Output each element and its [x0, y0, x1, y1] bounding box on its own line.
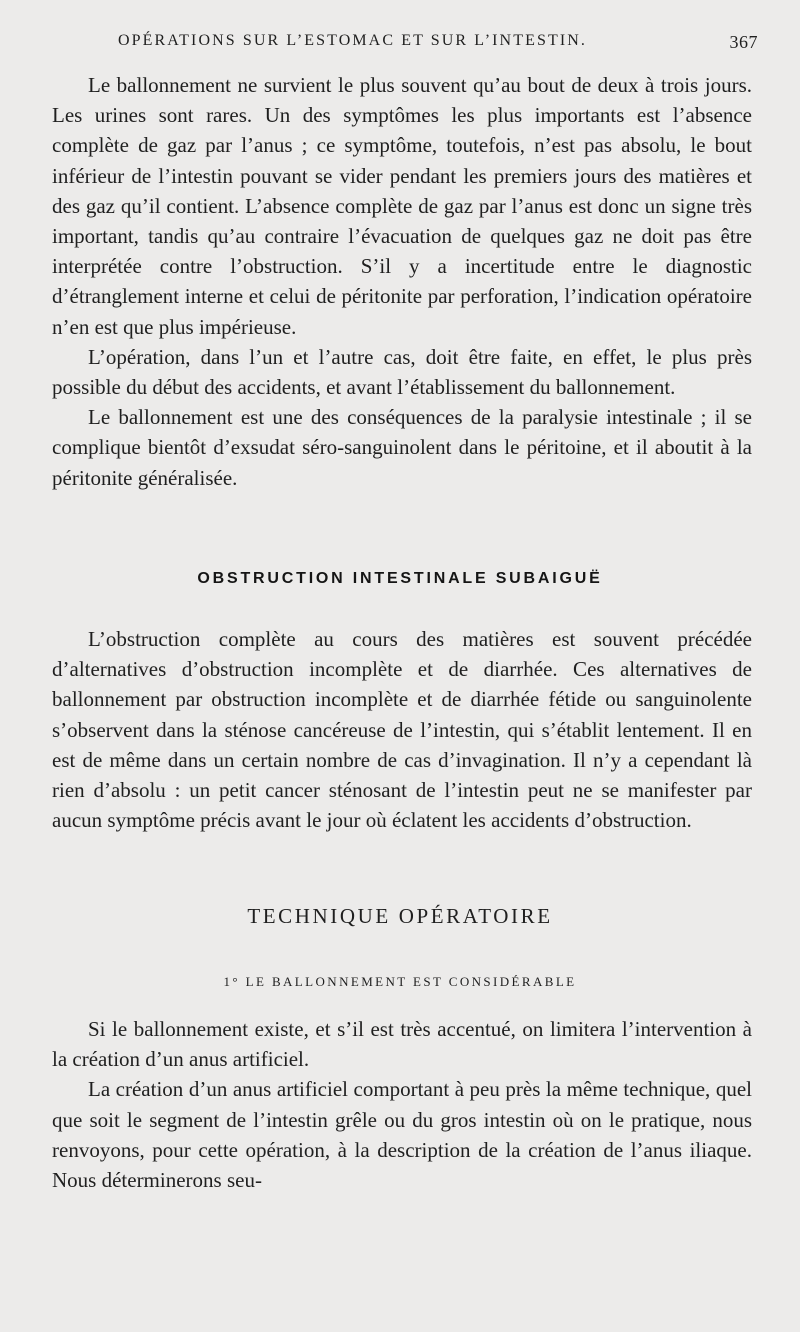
running-title: OPÉRATIONS SUR L’ESTOMAC ET SUR L’INTESTIN. [118, 32, 588, 49]
obstruction-paragraph: L’obstruction complète au cours des matières est souvent précédée d’alternatives d’obstruction incomplète et de diarrhée. Ces alternatives de ballonnement par obstruction incomplète et de diarrhée fétide ou sanguinolente s’observent dans la sténose cancéreuse de l’intestin, qui s’établit lentement. Il en est de même dans un certain nombre de cas d’invagination. Il n’y a cependant là rien d’absolu : un petit cancer sténosant de l’intestin peut ne se manifester par aucun symptôme précis avant le jour où éclatent les accidents d’obstruction. [52, 627, 752, 833]
opening-text-block [52, 70, 752, 493]
technique-heading: TECHNIQUE OPÉRATOIRE [247, 904, 553, 928]
opening-paragraph-1: Le ballonnement ne survient le plus souvent qu’au bout de deux à trois jours. Les urines sont rares. Un des symptômes les plus importants est l’absence complète de gaz par l’anus ; ce symptôme, toutefois, n’est pas absolu, le bout inférieur de l’intestin pouvant se vider pendant les premiers jours des matières et des gaz qu’il contient. L’absence complète de gaz par l’anus est donc un signe très important, tandis qu’au contraire l’évacuation de quelques gaz ne doit pas être interprétée contre l’obstruction. S’il y a incertitude entre le diagnostic d’étranglement interne et celui de péritonite par perforation, l’indication opératoire n’en est que plus impérieuse. [52, 73, 752, 339]
obstruction-heading: OBSTRUCTION INTESTINALE SUBAIGUË [197, 570, 603, 587]
opening-paragraph-2: L’opération, dans l’un et l’autre cas, doit être faite, en effet, le plus près possible du début des accidents, et avant l’établissement du ballonnement. [52, 344, 752, 400]
technique-paragraph-1: Si le ballonnement existe, et s’il est très accentué, on limitera l’intervention à la création d’un anus artificiel. [52, 1017, 752, 1072]
obstruction-text-block [52, 624, 752, 835]
running-header [118, 32, 758, 56]
opening-paragraph-3: Le ballonnement est une des conséquences de la paralysie intestinale ; il se complique bientôt d’exsudat séro-sanguinolent dans le péritoine, et il aboutit à la péritonite généralisée. [52, 405, 752, 490]
technique-subheading: 1° LE BALLONNEMENT EST CONSIDÉRABLE [223, 974, 577, 989]
page-number: 367 [729, 32, 758, 52]
technique-text-block [52, 1014, 752, 1195]
technique-paragraph-2: La création d’un anus artificiel comportant à peu près la même technique, quel que soit le segment de l’intestin grêle ou du gros intestin où on le pratique, nous renvoyons, pour cette opération, à la description de la création de l’anus iliaque. Nous déterminerons seu- [52, 1077, 752, 1193]
